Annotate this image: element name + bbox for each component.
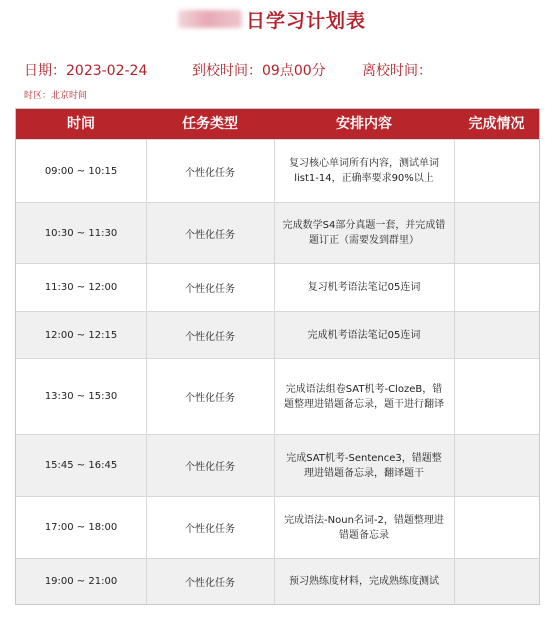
task-type-cell: 个性化任务 <box>185 462 235 473</box>
departure-label: 离校时间： <box>362 63 432 79</box>
status-cell <box>454 359 539 434</box>
table-header <box>16 109 539 139</box>
task-type-cell: 个性化任务 <box>185 331 235 343</box>
title-bar <box>0 6 556 32</box>
status-cell <box>454 312 539 358</box>
task-type-cell: 个性化任务 <box>185 167 235 179</box>
content-cell: 完成机考语法笔记05连词 <box>307 329 421 341</box>
timezone-label: 时区：北京时间 <box>24 91 88 101</box>
page-title: 日学习计划表 <box>246 10 367 32</box>
status-cell <box>454 264 539 311</box>
task-type-cell: 个性化任务 <box>185 524 235 535</box>
content-cell: 完成语法组卷SAT机考-ClozeB，错题整理进错题备忘录，题干进行翻译 <box>284 383 444 410</box>
table-row <box>16 496 539 558</box>
arrival-label: 到校时间：09点00分 <box>192 63 326 79</box>
table-row <box>16 139 539 202</box>
content-cell: 完成SAT机考-Sentence3，错题整理进错题备忘录，翻译题干 <box>286 452 442 479</box>
table-row <box>16 311 539 358</box>
table-row <box>16 202 539 263</box>
table-row <box>16 263 539 311</box>
redacted-name <box>178 10 242 28</box>
time-cell: 10:30 ~ 11:30 <box>44 227 118 239</box>
content-cell: 预习熟练度材料，完成熟练度测试 <box>289 576 439 587</box>
column-header-time: 时间 <box>67 116 95 132</box>
content-cell: 复习机考语法笔记05连词 <box>307 282 421 293</box>
time-cell: 15:45 ~ 16:45 <box>44 460 118 471</box>
column-header-task-type: 任务类型 <box>182 116 238 132</box>
content-cell: 完成语法-Noun名词-2，错题整理进错题备忘录 <box>284 514 444 541</box>
table-row <box>16 434 539 496</box>
task-type-cell: 个性化任务 <box>185 284 235 295</box>
time-cell: 19:00 ~ 21:00 <box>44 576 118 587</box>
time-cell: 12:00 ~ 12:15 <box>44 329 118 341</box>
status-cell <box>454 559 539 604</box>
column-header-status: 完成情况 <box>468 116 525 132</box>
time-cell: 17:00 ~ 18:00 <box>44 522 118 533</box>
time-cell: 11:30 ~ 12:00 <box>44 282 118 293</box>
table-row <box>16 358 539 434</box>
info-row <box>24 60 544 80</box>
time-cell: 13:30 ~ 15:30 <box>44 391 118 402</box>
status-cell <box>454 203 539 263</box>
schedule-table <box>15 108 540 605</box>
status-cell <box>454 497 539 558</box>
column-header-content: 安排内容 <box>336 116 392 132</box>
column-divider <box>454 139 455 604</box>
task-type-cell: 个性化任务 <box>185 578 235 589</box>
column-divider <box>274 139 275 604</box>
status-cell <box>454 140 539 202</box>
date-label: 日期：2023-02-24 <box>24 63 148 79</box>
content-cell: 复习核心单词所有内容，测试单词list1-14，正确率要求90%以上 <box>289 158 439 184</box>
table-row <box>16 558 539 604</box>
content-cell: 完成数学S4部分真题一套，并完成错题订正（需要发到群里） <box>282 220 446 246</box>
status-cell <box>454 435 539 496</box>
column-divider <box>146 139 147 604</box>
time-cell: 09:00 ~ 10:15 <box>44 165 118 177</box>
task-type-cell: 个性化任务 <box>185 229 235 241</box>
task-type-cell: 个性化任务 <box>185 393 235 404</box>
